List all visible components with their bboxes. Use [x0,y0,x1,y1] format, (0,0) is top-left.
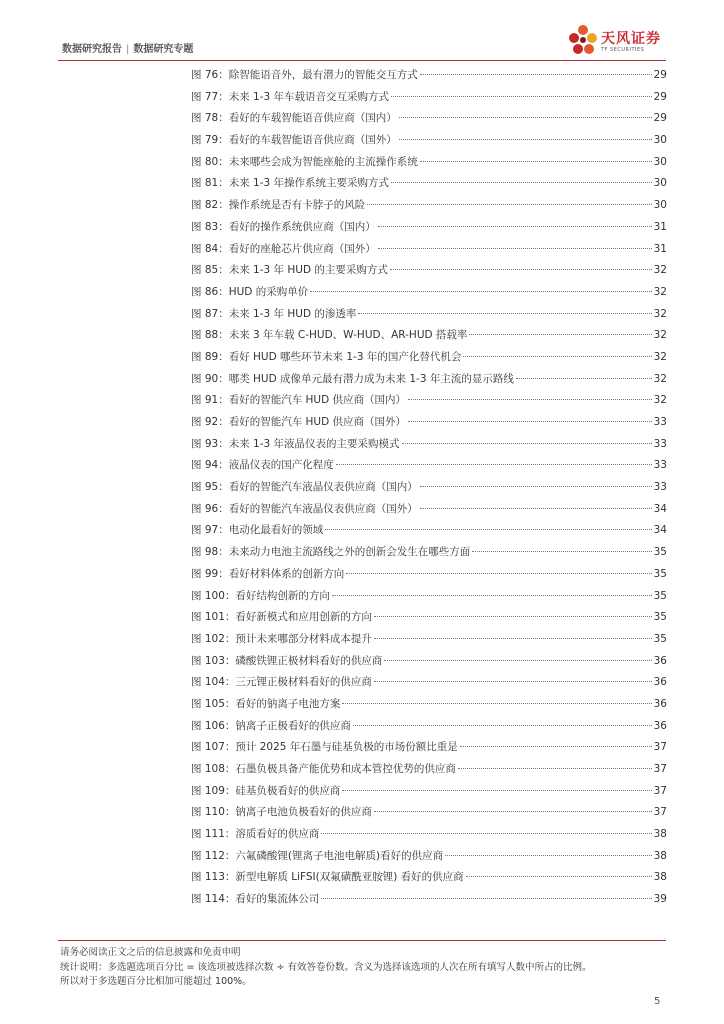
report-series: 数据研究专题 [133,44,194,55]
toc-entry-label: 图 82：操作系统是否有卡脖子的风险 [191,199,366,212]
toc-entry[interactable] [191,674,667,696]
toc-entry-label: 图 107：预计 2025 年石墨与硅基负极的市场份额比重是 [191,741,458,754]
toc-dot-leader [516,378,652,379]
stat-note-line-1: 统计说明：多选题选项百分比 = 该选项被选择次数 ÷ 有效答卷份数。含义为选择该选项的人次在所有填写人数中所占的比例。 [60,961,592,973]
toc-dot-leader [399,117,652,118]
toc-entry-page: 33 [653,459,667,472]
toc-entry[interactable] [191,219,667,241]
toc-entry-label: 图 77：未来 1-3 年车载语音交互采购方式 [191,90,390,103]
tf-flower-icon [568,24,598,58]
toc-entry-label: 图 86：HUD 的采购单价 [191,285,309,298]
toc-entry[interactable] [191,609,667,631]
toc-entry-label: 图 89：看好 HUD 哪些环节未来 1-3 年的国产化替代机会 [191,350,462,363]
toc-dot-leader [374,681,652,682]
toc-entry[interactable] [191,718,667,740]
toc-entry-page: 32 [653,329,667,342]
toc-entry-label: 图 104：三元锂正极材料看好的供应商 [191,676,372,689]
toc-entry-page: 33 [653,416,667,428]
toc-entry-label: 图 93：未来 1-3 年液晶仪表的主要采购模式 [191,437,400,450]
toc-entry[interactable] [191,306,667,328]
toc-entry-page: 38 [653,871,667,884]
toc-entry[interactable] [191,132,667,154]
toc-dot-leader [402,443,652,444]
toc-dot-leader [408,399,652,400]
toc-entry-label: 图 110：钠离子电池负极看好的供应商 [191,806,372,819]
header-separator: | [126,44,130,55]
toc-entry-page: 29 [653,90,667,103]
toc-entry[interactable] [191,457,667,479]
toc-dot-leader [336,464,652,465]
toc-dot-leader [310,291,651,292]
toc-entry[interactable] [191,262,667,284]
toc-entry-page: 31 [653,242,667,255]
toc-entry-page: 36 [653,697,667,710]
logo-name: 天风证券 [601,31,661,47]
toc-entry[interactable] [191,783,667,805]
toc-entry[interactable] [191,653,667,675]
toc-dot-leader [374,638,652,639]
toc-entry-label: 图 96：看好的智能汽车液晶仪表供应商（国外） [191,502,418,515]
toc-entry[interactable] [191,761,667,783]
toc-entry-label: 图 98：未来动力电池主流路线之外的创新会发生在哪些方面 [191,546,471,559]
tf-securities-logo [568,24,668,60]
toc-entry-page: 33 [653,481,667,494]
toc-entry[interactable] [191,67,667,89]
toc-entry[interactable] [191,826,667,848]
toc-dot-leader [469,334,651,335]
toc-dot-leader [358,313,651,314]
toc-entry-page: 36 [653,654,667,667]
toc-entry-page: 32 [653,350,667,363]
toc-entry-label: 图 88：未来 3 年车载 C-HUD、W-HUD、AR-HUD 搭载率 [191,329,468,342]
logo-subtitle: TF SECURITIES [601,47,645,53]
toc-entry-label: 图 85：未来 1-3 年 HUD 的主要采购方式 [191,264,388,277]
toc-entry-page: 37 [653,784,667,797]
footer-divider [58,940,666,941]
toc-entry[interactable] [191,631,667,653]
toc-entry-label: 图 112：六氟磷酸锂(锂离子电池电解质)看好的供应商 [191,849,444,862]
toc-dot-leader [390,269,652,270]
toc-dot-leader [466,876,652,877]
toc-dot-leader [325,529,651,530]
toc-entry-page: 38 [653,828,667,841]
toc-entry-label: 图 78：看好的车载智能语音供应商（国内） [191,112,397,125]
toc-dot-leader [346,573,651,574]
toc-dot-leader [321,833,651,834]
figure-list [191,67,667,913]
toc-entry-label: 图 84：看好的座舱芯片供应商（国外） [191,242,376,255]
toc-entry-page: 34 [653,502,667,515]
toc-entry-page: 36 [653,719,667,732]
toc-entry-label: 图 87：未来 1-3 年 HUD 的渗透率 [191,307,357,320]
toc-entry-page: 30 [653,177,667,190]
toc-entry[interactable] [191,154,667,176]
toc-entry-page: 39 [653,893,667,906]
toc-dot-leader [353,725,652,726]
toc-entry[interactable] [191,436,667,458]
toc-entry-page: 30 [653,155,667,168]
toc-dot-leader [374,811,652,812]
toc-entry[interactable] [191,197,667,219]
toc-dot-leader [321,898,651,899]
toc-entry-label: 图 100：看好结构创新的方向 [191,589,330,602]
toc-entry-label: 图 108：石墨负极具备产能优势和成本管控优势的供应商 [191,763,456,775]
toc-dot-leader [378,226,652,227]
toc-entry[interactable] [191,479,667,501]
toc-dot-leader [391,182,652,183]
toc-entry-page: 34 [653,524,667,537]
toc-entry-page: 30 [653,199,667,212]
toc-dot-leader [378,248,652,249]
toc-dot-leader [399,139,652,140]
toc-entry-page: 37 [653,741,667,754]
toc-entry-page: 33 [653,437,667,450]
toc-dot-leader [332,595,652,596]
toc-entry-page: 35 [653,589,667,602]
toc-entry[interactable] [191,392,667,414]
toc-entry-label: 图 109：硅基负极看好的供应商 [191,784,341,797]
toc-entry[interactable] [191,869,667,891]
toc-entry-label: 图 114：看好的集流体公司 [191,893,320,906]
toc-entry-label: 图 105：看好的钠离子电池方案 [191,697,341,710]
toc-entry[interactable] [191,588,667,610]
toc-entry[interactable] [191,522,667,544]
toc-entry[interactable] [191,501,667,523]
toc-dot-leader [367,204,651,205]
toc-entry-label: 图 102：预计未来哪部分材料成本提升 [191,632,372,645]
toc-entry[interactable] [191,544,667,566]
toc-entry[interactable] [191,891,667,913]
toc-entry-page: 29 [653,112,667,125]
toc-entry-label: 图 103：磷酸铁锂正极材料看好的供应商 [191,654,383,667]
toc-dot-leader [342,703,651,704]
toc-entry-page: 37 [653,763,667,775]
toc-entry-page: 38 [653,849,667,862]
toc-dot-leader [463,356,651,357]
footer [60,946,664,990]
toc-dot-leader [445,855,652,856]
toc-entry[interactable] [191,696,667,718]
toc-entry[interactable] [191,349,667,371]
toc-entry-label: 图 97：电动化最看好的领域 [191,524,324,537]
toc-entry[interactable] [191,89,667,111]
toc-entry[interactable] [191,175,667,197]
toc-entry-page: 35 [653,632,667,645]
toc-entry[interactable] [191,848,667,870]
toc-entry-page: 32 [653,307,667,320]
report-type: 数据研究报告 [62,44,122,55]
toc-entry-label: 图 92：看好的智能汽车 HUD 供应商（国外） [191,416,407,428]
toc-entry-page: 36 [653,676,667,689]
toc-entry-label: 图 99：看好材料体系的创新方向 [191,567,345,580]
toc-entry-label: 图 94：液晶仪表的国产化程度 [191,459,334,472]
toc-entry-page: 32 [653,285,667,298]
toc-entry-label: 图 101：看好新模式和应用创新的方向 [191,611,372,624]
toc-entry[interactable] [191,804,667,826]
toc-entry-label: 图 106：钠离子正极看好的供应商 [191,719,351,732]
toc-entry[interactable] [191,739,667,761]
toc-dot-leader [342,790,651,791]
toc-entry[interactable] [191,327,667,349]
toc-entry-page: 29 [653,69,667,81]
toc-entry[interactable] [191,110,667,132]
toc-dot-leader [420,508,652,509]
toc-entry-page: 35 [653,567,667,580]
toc-entry-label: 图 76：除智能语音外，最有潜力的智能交互方式 [191,69,418,81]
page-number: 5 [654,996,661,1007]
toc-entry-page: 30 [653,134,667,147]
header-divider [58,60,666,61]
toc-entry-label: 图 79：看好的车载智能语音供应商（国外） [191,134,397,147]
toc-entry-page: 37 [653,806,667,819]
toc-entry-page: 32 [653,372,667,385]
toc-dot-leader [408,421,652,422]
toc-dot-leader [458,768,652,769]
toc-dot-leader [460,746,652,747]
toc-entry-label: 图 90：哪类 HUD 成像单元最有潜力成为未来 1-3 年主流的显示路线 [191,372,514,385]
toc-entry[interactable] [191,241,667,263]
report-header [62,40,193,55]
toc-entry-page: 35 [653,546,667,559]
toc-dot-leader [391,96,652,97]
toc-entry-label: 图 113：新型电解质 LiFSI(双氟磺酰亚胺锂) 看好的供应商 [191,871,464,884]
toc-entry-label: 图 91：看好的智能汽车 HUD 供应商（国内） [191,394,407,407]
toc-entry[interactable] [191,414,667,436]
toc-entry[interactable] [191,371,667,393]
toc-dot-leader [420,486,652,487]
toc-dot-leader [472,551,651,552]
toc-entry-label: 图 83：看好的操作系统供应商（国内） [191,220,376,233]
toc-entry-page: 31 [653,220,667,233]
stat-note-line-2: 所以对于多选题百分比相加可能超过 100%。 [60,976,252,987]
toc-entry-label: 图 95：看好的智能汽车液晶仪表供应商（国内） [191,481,418,494]
toc-entry-page: 35 [653,611,667,624]
toc-dot-leader [420,161,652,162]
toc-dot-leader [374,616,652,617]
toc-dot-leader [420,74,652,75]
toc-entry[interactable] [191,566,667,588]
toc-entry-label: 图 81：未来 1-3 年操作系统主要采购方式 [191,177,390,190]
toc-dot-leader [384,660,651,661]
toc-entry-label: 图 111：溶质看好的供应商 [191,828,320,841]
toc-entry-page: 32 [653,264,667,277]
toc-entry[interactable] [191,284,667,306]
toc-entry-label: 图 80：未来哪些会成为智能座舱的主流操作系统 [191,155,418,168]
disclaimer-text: 请务必阅读正文之后的信息披露和免责申明 [60,947,241,958]
toc-entry-page: 32 [653,394,667,407]
